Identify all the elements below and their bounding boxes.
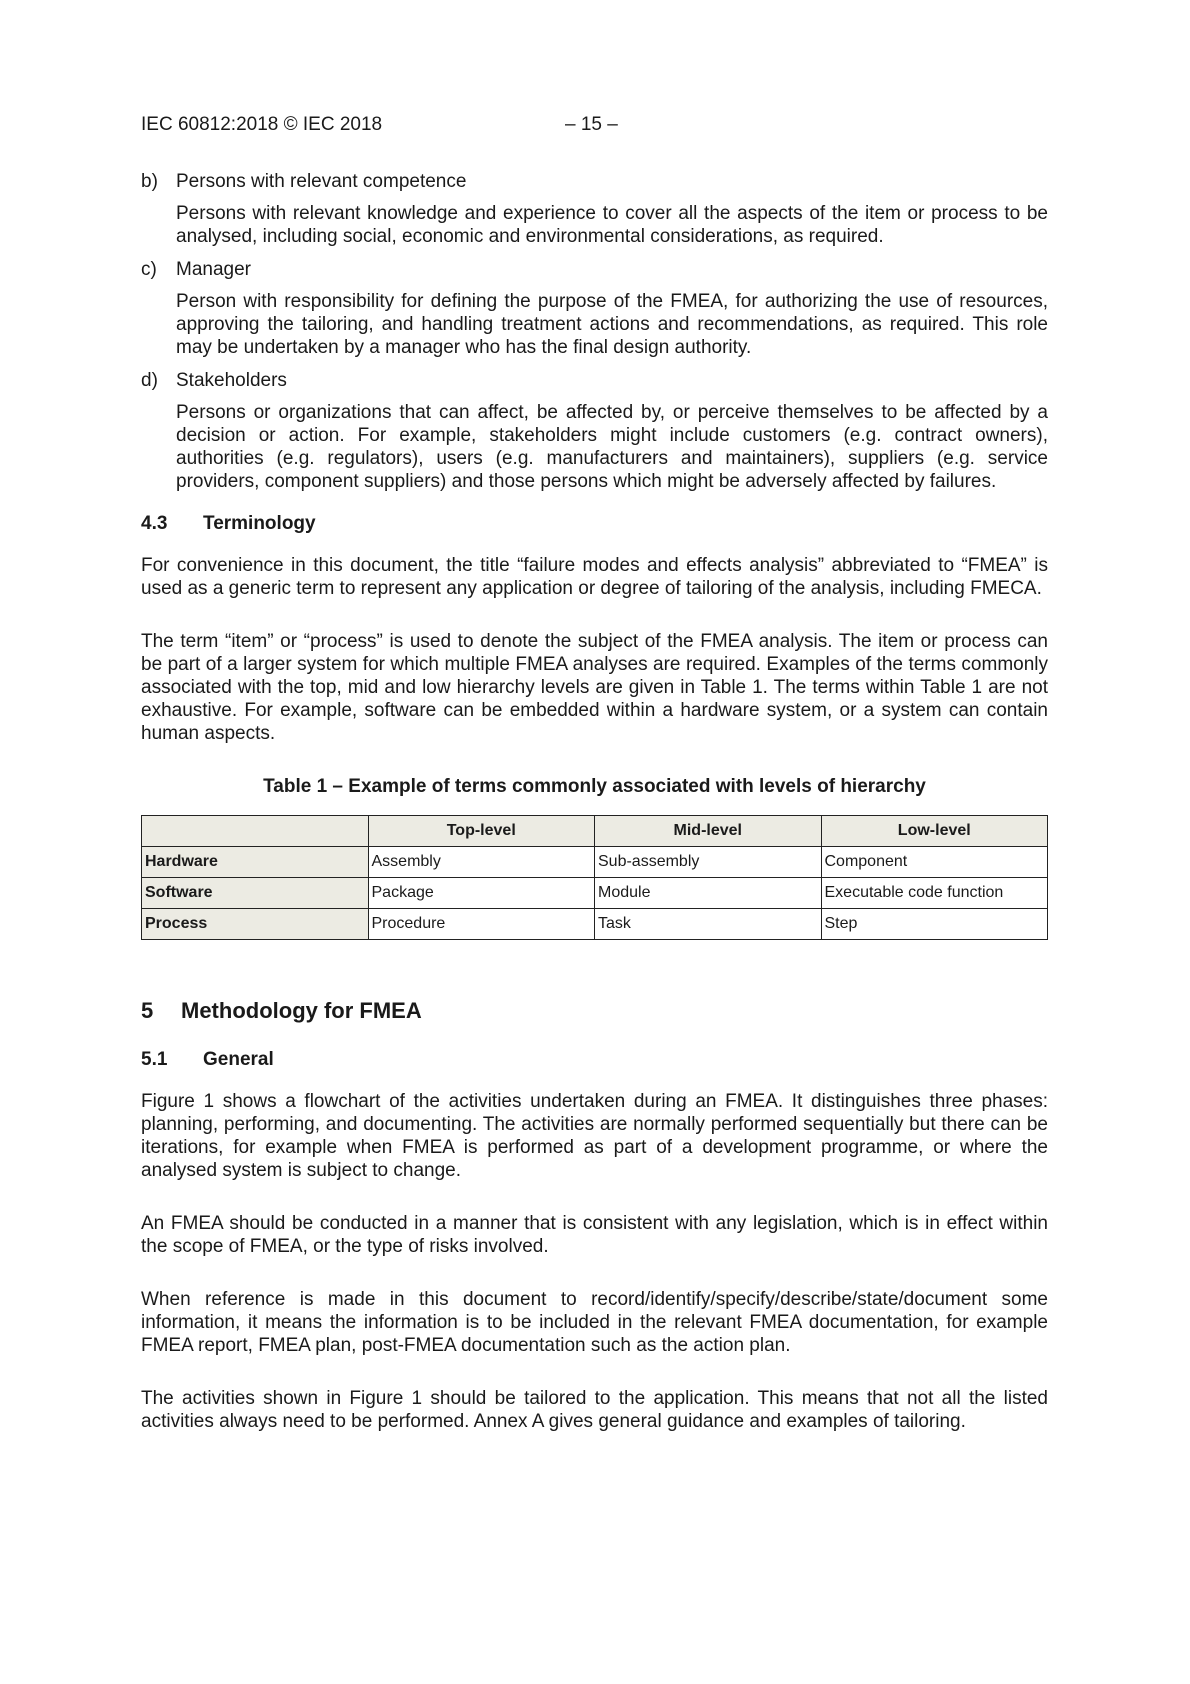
table-row-header: Software [142, 878, 369, 909]
list-item [141, 170, 1048, 248]
section-title: Terminology [203, 513, 316, 534]
table-header-row [142, 816, 1048, 847]
table-cell: Executable code function [821, 878, 1048, 909]
paragraph: An FMEA should be conducted in a manner that is consistent with any legislation, which is in effect within the scope of FMEA, or the type of risks involved. [141, 1213, 1048, 1257]
paragraph: For convenience in this document, the title “failure modes and effects analysis” abbreviated to “FMEA” is used as a generic term to represent any application or degree of tailoring of the analysis, including FMECA. [141, 555, 1048, 599]
list-item-title: Manager [176, 259, 251, 280]
section-number: 4.3 [141, 513, 168, 534]
paragraph: The activities shown in Figure 1 should be tailored to the application. This means that not all the listed activities always need to be performed. Annex A gives general guidance and examples of tailoring. [141, 1388, 1048, 1432]
table-cell: Module [595, 878, 822, 909]
page-body [141, 170, 1048, 1433]
paragraph: Figure 1 shows a flowchart of the activities undertaken during an FMEA. It distinguishes three phases: planning, performing, and documenting. The activities are normally performed sequentially but there can be iterations, for example when FMEA is performed as part of a development programme, or where the analysed system is subject to change. [141, 1091, 1048, 1181]
section-title: Methodology for FMEA [181, 998, 422, 1023]
table-header-cell: Top-level [368, 816, 595, 847]
table-cell: Sub-assembly [595, 847, 822, 878]
table-caption: Table 1 – Example of terms commonly associated with levels of hierarchy [263, 776, 926, 797]
list-item-title: Stakeholders [176, 370, 287, 391]
table-cell: Package [368, 878, 595, 909]
table-row-header: Process [142, 909, 369, 940]
table-row [142, 909, 1048, 940]
section-heading-4-3 [141, 512, 1048, 535]
table-cell: Task [595, 909, 822, 940]
table-cell: Procedure [368, 909, 595, 940]
table-row-header: Hardware [142, 847, 369, 878]
table-cell: Assembly [368, 847, 595, 878]
list-item-title: Persons with relevant competence [176, 171, 467, 192]
table-cell: Step [821, 909, 1048, 940]
section-title: General [203, 1049, 274, 1070]
section-heading-5-1 [141, 1048, 1048, 1071]
table-header-cell: Mid-level [595, 816, 822, 847]
list-item [141, 258, 1048, 359]
list-item-letter: b) [141, 171, 158, 192]
list-item-text: Person with responsibility for defining the purpose of the FMEA, for authorizing the use of resources, approving the tailoring, and handling treatment actions and recommendations, as required. This role may be undertaken by a manager who has the final design authority. [176, 291, 1048, 358]
paragraph: The term “item” or “process” is used to denote the subject of the FMEA analysis. The item or process can be part of a larger system for which multiple FMEA analyses are required. Examples of the terms commonly associated with the top, mid and low hierarchy levels are given in Table 1. The terms within Table 1 are not exhaustive. For example, software can be embedded within a hardware system, or a system can contain human aspects. [141, 631, 1048, 744]
hierarchy-table [141, 815, 1048, 940]
table-row [142, 847, 1048, 878]
list-item-text: Persons with relevant knowledge and experience to cover all the aspects of the item or process to be analysed, including social, economic and environmental considerations, as required. [176, 203, 1048, 247]
section-number: 5 [141, 998, 154, 1023]
section-number: 5.1 [141, 1049, 168, 1070]
paragraph: When reference is made in this document to record/identify/specify/describe/state/document some information, it means the information is to be included in the relevant FMEA documentation, for example FMEA report, FMEA plan, post-FMEA documentation such as the action plan. [141, 1289, 1048, 1356]
table-header-cell [142, 816, 369, 847]
table-header-cell: Low-level [821, 816, 1048, 847]
section-heading-5 [141, 998, 1048, 1024]
list-item-text: Persons or organizations that can affect, be affected by, or perceive themselves to be affected by a decision or action. For example, stakeholders might include customers (e.g. contract owners), authorities (e.g. regulators), users (e.g. manufacturers and maintainers), suppliers (e.g. service providers, component suppliers) and those persons which might be adversely affected by failures. [176, 402, 1048, 492]
page-number: – 15 – [565, 114, 618, 135]
table-row [142, 878, 1048, 909]
list-item-letter: d) [141, 370, 158, 391]
standard-reference: IEC 60812:2018 © IEC 2018 [141, 114, 383, 135]
table-cell: Component [821, 847, 1048, 878]
list-item-letter: c) [141, 259, 157, 280]
list-item [141, 369, 1048, 493]
